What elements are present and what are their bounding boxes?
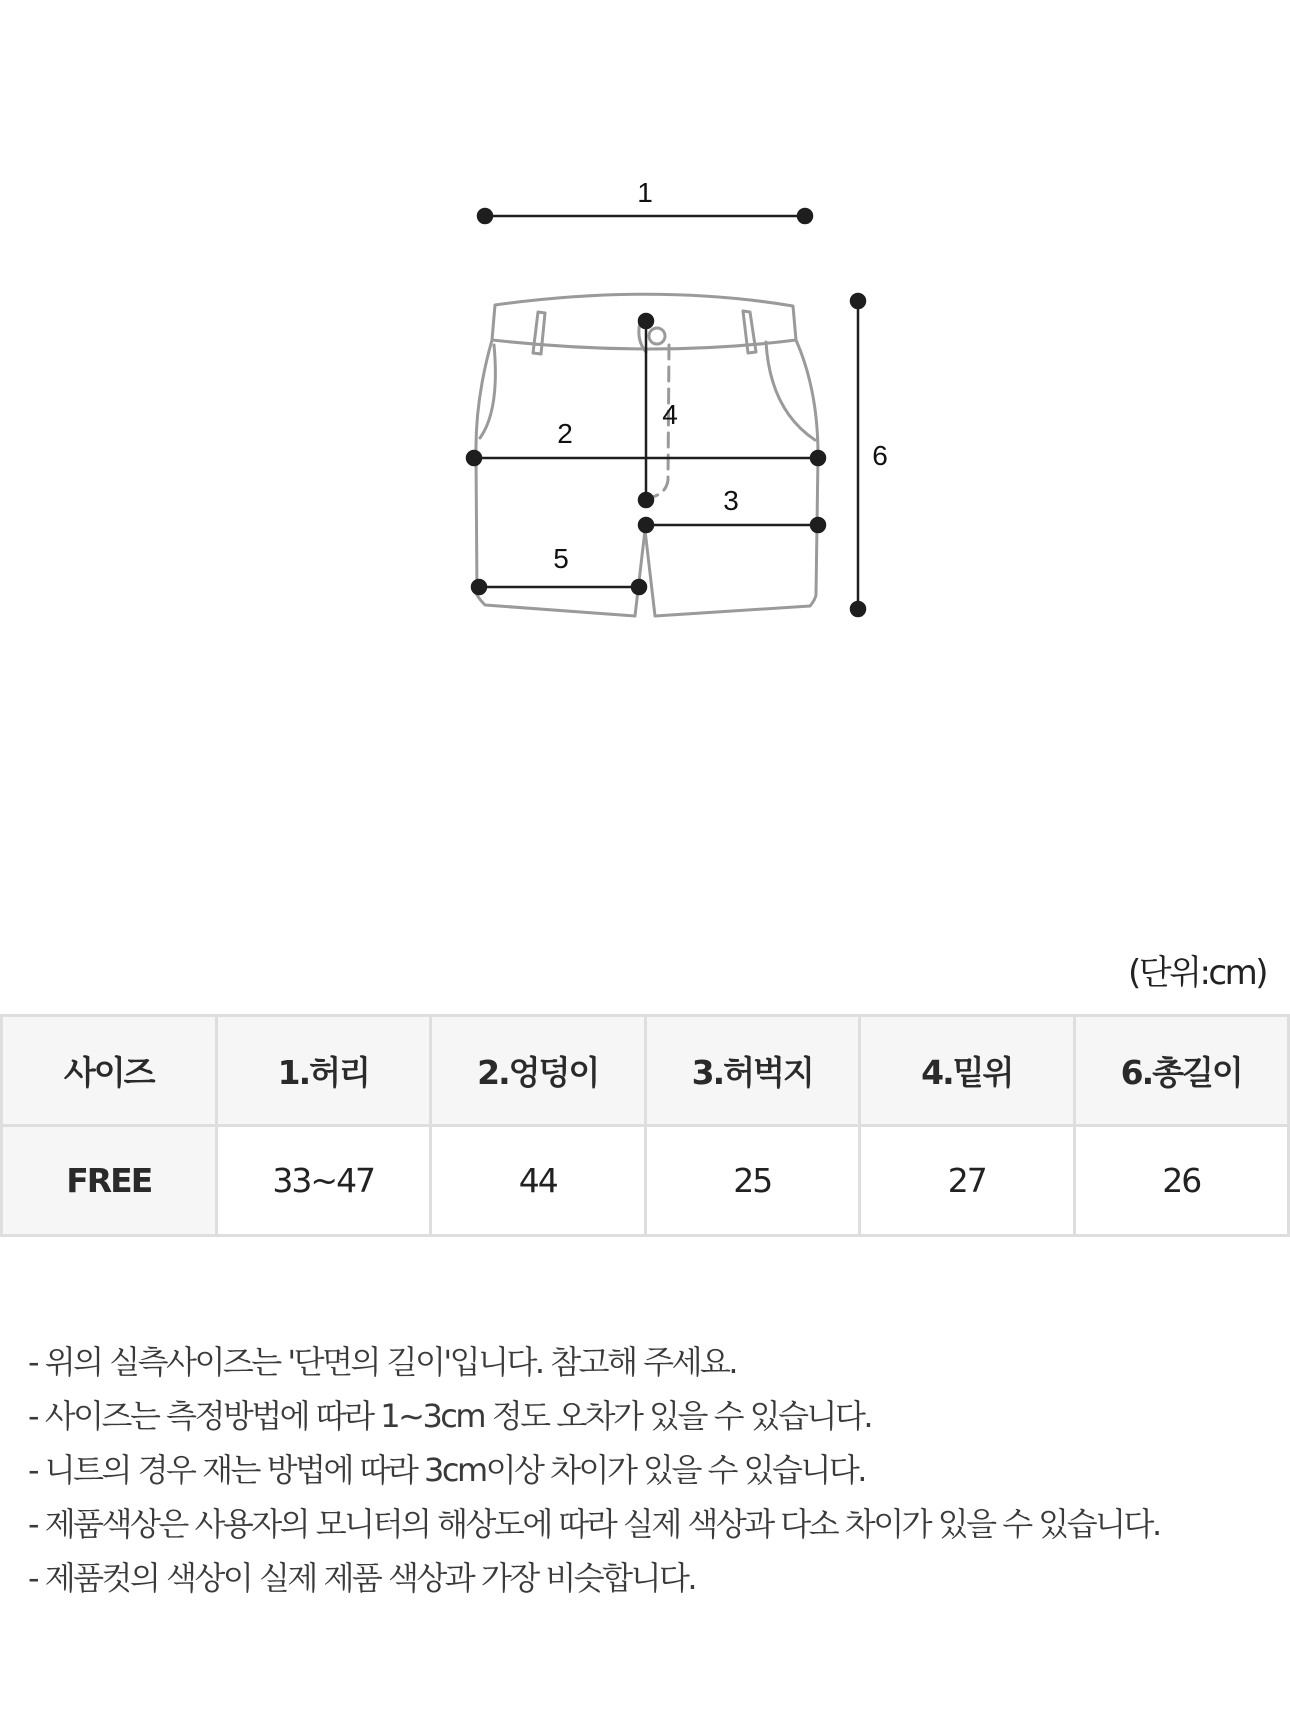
hip-start-dot [467,451,481,465]
hip-label: 2 [557,418,573,449]
waist-end-dot [798,209,812,223]
header-length: 6.총길이 [1074,1016,1289,1126]
waist-start-dot [478,209,492,223]
cell-waist: 33~47 [216,1126,431,1236]
hem-end-dot [632,580,646,594]
header-rise: 4.밑위 [860,1016,1075,1126]
length-end-dot [851,602,865,616]
shorts-measurement-diagram [0,0,1290,700]
note-item: - 제품색상은 사용자의 모니터의 해상도에 따라 실제 색상과 다소 차이가 있을 수 있습니다. [28,1505,1160,1543]
table-row [2,1126,1289,1236]
rise-end-dot [639,493,653,507]
cell-hip: 44 [431,1126,646,1236]
note-item: - 니트의 경우 재는 방법에 따라 3cm이상 차이가 있을 수 있습니다. [28,1451,865,1489]
cell-thigh: 25 [645,1126,860,1236]
thigh-label: 3 [723,485,739,516]
length-label: 6 [872,440,888,471]
unit-label: (단위:cm) [1128,953,1266,993]
rise-start-dot [639,314,653,328]
thigh-end-dot [811,518,825,532]
header-size: 사이즈 [2,1016,217,1126]
length-start-dot [851,294,865,308]
thigh-start-dot [639,518,653,532]
header-thigh: 3.허벅지 [645,1016,860,1126]
hip-end-dot [811,451,825,465]
header-hip: 2.엉덩이 [431,1016,646,1126]
cell-size: FREE [2,1126,217,1236]
hem-start-dot [472,580,486,594]
waist-label: 1 [637,177,653,208]
note-item: - 사이즈는 측정방법에 따라 1~3cm 정도 오차가 있을 수 있습니다. [28,1397,872,1435]
note-item: - 위의 실측사이즈는 '단면의 길이'입니다. 참고해 주세요. [28,1343,737,1381]
rise-label: 4 [662,399,678,430]
hem-label: 5 [553,543,569,574]
header-waist: 1.허리 [216,1016,431,1126]
table-header-row [2,1016,1289,1126]
cell-rise: 27 [860,1126,1075,1236]
cell-length: 26 [1074,1126,1289,1236]
note-item: - 제품컷의 색상이 실제 제품 색상과 가장 비슷합니다. [28,1559,696,1597]
notes-list [28,1335,1268,1605]
size-table [0,1014,1290,1237]
